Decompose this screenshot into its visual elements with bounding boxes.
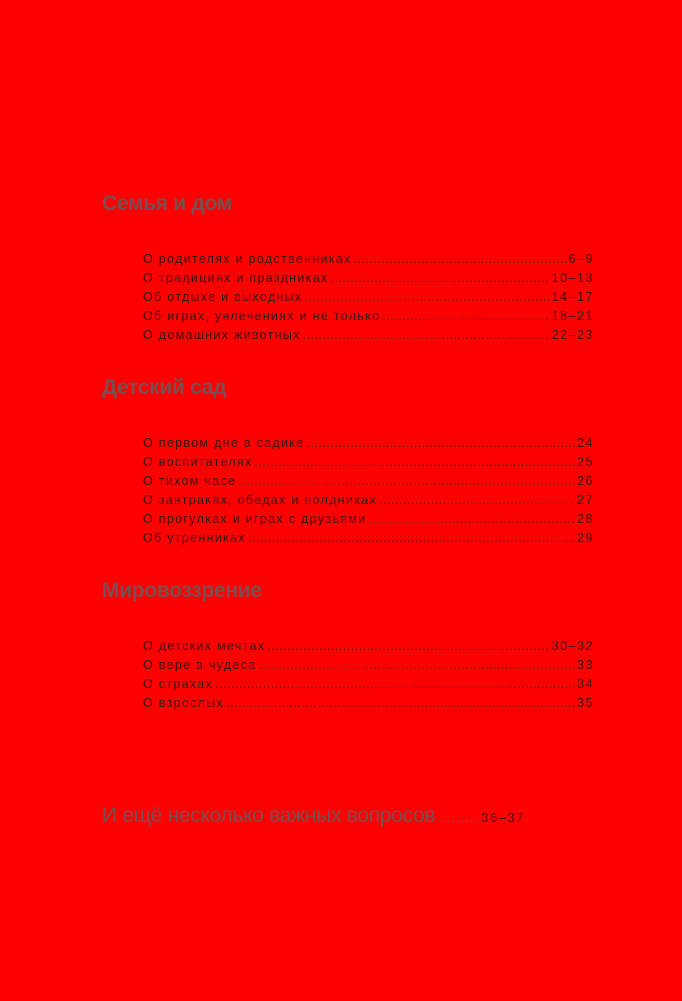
toc-entry-pages: 24 xyxy=(577,436,594,450)
leader-dots xyxy=(303,326,550,345)
toc-entry[interactable] xyxy=(143,491,594,510)
toc-entry-pages: 27 xyxy=(577,493,594,507)
toc-final-entry[interactable] xyxy=(102,804,602,828)
toc-entry-label: Об утренниках xyxy=(143,531,246,545)
toc-entry-pages: 29 xyxy=(577,531,594,545)
toc-entry-label: О взрослых xyxy=(143,696,225,710)
toc-entry-pages: 18–21 xyxy=(551,309,594,323)
toc-entry[interactable] xyxy=(143,288,594,307)
toc-entry[interactable] xyxy=(143,472,594,491)
leader-dots xyxy=(331,269,550,288)
toc-entry[interactable] xyxy=(143,250,594,269)
toc-entry-label: О завтраках, обедах и полдниках xyxy=(143,493,378,507)
toc-entry[interactable] xyxy=(143,637,594,656)
toc-entry-pages: 30–32 xyxy=(551,639,594,653)
toc-entry-pages: 25 xyxy=(577,455,594,469)
toc-final-pages: 36–37 xyxy=(481,810,525,825)
section-title-family-home: Семья и дом xyxy=(102,192,232,215)
toc-entry-label: О воспитателях xyxy=(143,455,253,469)
section-entries-worldview xyxy=(143,637,594,713)
toc-entry[interactable] xyxy=(143,656,594,675)
toc-entry-pages: 26 xyxy=(577,474,594,488)
section-title-worldview: Мировоззрение xyxy=(102,579,262,602)
toc-entry-label: О традициях и праздниках xyxy=(143,271,329,285)
toc-entry-label: О родителях и родственниках xyxy=(143,252,352,266)
leader-dots xyxy=(255,453,576,472)
leader-dots xyxy=(437,810,479,825)
toc-entry[interactable] xyxy=(143,510,594,529)
leader-dots xyxy=(238,472,575,491)
toc-entry[interactable] xyxy=(143,326,594,345)
leader-dots xyxy=(354,250,567,269)
leader-dots xyxy=(248,529,575,548)
toc-entry-pages: 14–17 xyxy=(551,290,594,304)
toc-entry[interactable] xyxy=(143,307,594,326)
toc-entry[interactable] xyxy=(143,529,594,548)
toc-entry-label: Об отдыхе и выходных xyxy=(143,290,303,304)
section-entries-kindergarten xyxy=(143,434,594,548)
toc-entry[interactable] xyxy=(143,453,594,472)
leader-dots xyxy=(258,656,575,675)
toc-entry[interactable] xyxy=(143,675,594,694)
toc-entry[interactable] xyxy=(143,434,594,453)
toc-entry-pages: 28 xyxy=(577,512,594,526)
section-entries-family-home xyxy=(143,250,594,345)
toc-entry-pages: 6–9 xyxy=(568,252,594,266)
toc-entry[interactable] xyxy=(143,694,594,713)
leader-dots xyxy=(226,694,575,713)
leader-dots xyxy=(368,510,575,529)
leader-dots xyxy=(267,637,549,656)
leader-dots xyxy=(382,307,549,326)
toc-entry-pages: 10–13 xyxy=(551,271,594,285)
toc-entry-label: О прогулках и играх с друзьями xyxy=(143,512,367,526)
toc-entry-pages: 33 xyxy=(577,658,594,672)
toc-entry-label: О первом дне в садике xyxy=(143,436,305,450)
toc-entry-label: О детских мечтах xyxy=(143,639,266,653)
toc-entry-label: О страхах xyxy=(143,677,214,691)
toc-entry-pages: 22–23 xyxy=(551,328,594,342)
toc-entry-pages: 35 xyxy=(577,696,594,710)
section-title-kindergarten: Детский сад xyxy=(102,376,227,399)
leader-dots xyxy=(215,675,575,694)
toc-entry-pages: 34 xyxy=(577,677,594,691)
toc-entry-label: О вере в чудеса xyxy=(143,658,257,672)
toc-entry-label: Об играх, увлечениях и не только xyxy=(143,309,381,323)
leader-dots xyxy=(379,491,575,510)
leader-dots xyxy=(306,434,575,453)
toc-entry-label: О домашних животных xyxy=(143,328,301,342)
toc-final-label: И ещё несколько важных вопросов xyxy=(102,804,436,827)
toc-entry[interactable] xyxy=(143,269,594,288)
leader-dots xyxy=(304,288,549,307)
toc-entry-label: О тихом часе xyxy=(143,474,237,488)
